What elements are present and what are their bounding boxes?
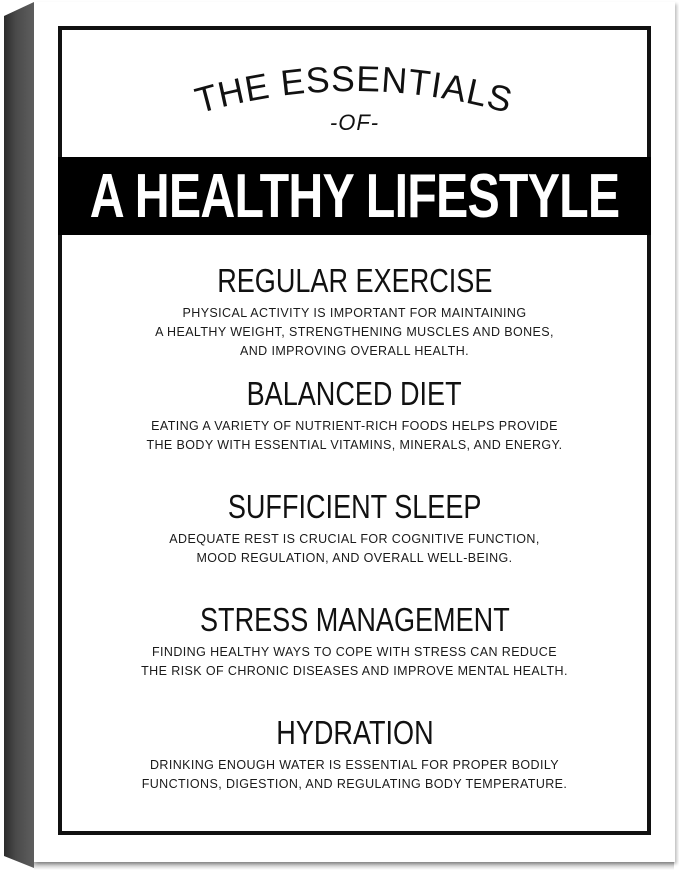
- section-line: FUNCTIONS, DIGESTION, AND REGULATING BODY TEMPERATURE.: [141, 777, 568, 791]
- section-sufficient-sleep: [62, 488, 647, 601]
- section-body: [62, 756, 647, 794]
- section-title: SUFFICIENT SLEEP: [227, 488, 482, 525]
- section-line: DRINKING ENOUGH WATER IS ESSENTIAL FOR PROPER BODILY: [149, 758, 560, 772]
- sections-list: [62, 262, 647, 827]
- section-line: AND IMPROVING OVERALL HEALTH.: [239, 344, 469, 358]
- section-balanced-diet: [62, 375, 647, 488]
- section-line: THE RISK OF CHRONIC DISEASES AND IMPROVE MENTAL HEALTH.: [141, 664, 568, 678]
- section-title: BALANCED DIET: [246, 375, 463, 412]
- section-body: [62, 417, 647, 455]
- section-line: FINDING HEALTHY WAYS TO COPE WITH STRESS CAN REDUCE: [152, 645, 557, 659]
- section-line: ADEQUATE REST IS CRUCIAL FOR COGNITIVE FUNCTION,: [169, 532, 540, 546]
- section-title: HYDRATION: [275, 714, 434, 751]
- section-title: STRESS MANAGEMENT: [199, 601, 510, 638]
- title-banner: [58, 157, 651, 235]
- section-body: [62, 643, 647, 681]
- section-line: A HEALTHY WEIGHT, STRENGTHENING MUSCLES AND BONES,: [155, 325, 554, 339]
- section-regular-exercise: [62, 262, 647, 375]
- section-hydration: [62, 714, 647, 827]
- canvas-print: [34, 2, 675, 862]
- section-line: THE BODY WITH ESSENTIAL VITAMINS, MINERALS, AND ENERGY.: [146, 438, 563, 452]
- header-of-text: -OF-: [329, 110, 380, 135]
- header-top-text: THE ESSENTIALS: [190, 58, 517, 122]
- section-title: REGULAR EXERCISE: [216, 262, 493, 299]
- banner-title: A HEALTHY LIFESTYLE: [89, 161, 620, 231]
- section-body: [62, 304, 647, 361]
- canvas-side-edge: [4, 2, 34, 868]
- section-line: EATING A VARIETY OF NUTRIENT-RICH FOODS HELPS PROVIDE: [151, 419, 558, 433]
- section-stress-management: [62, 601, 647, 714]
- section-body: [62, 530, 647, 568]
- poster-frame: [58, 26, 651, 835]
- section-line: MOOD REGULATION, AND OVERALL WELL-BEING.: [196, 551, 513, 565]
- section-line: PHYSICAL ACTIVITY IS IMPORTANT FOR MAINTAINING: [182, 306, 527, 320]
